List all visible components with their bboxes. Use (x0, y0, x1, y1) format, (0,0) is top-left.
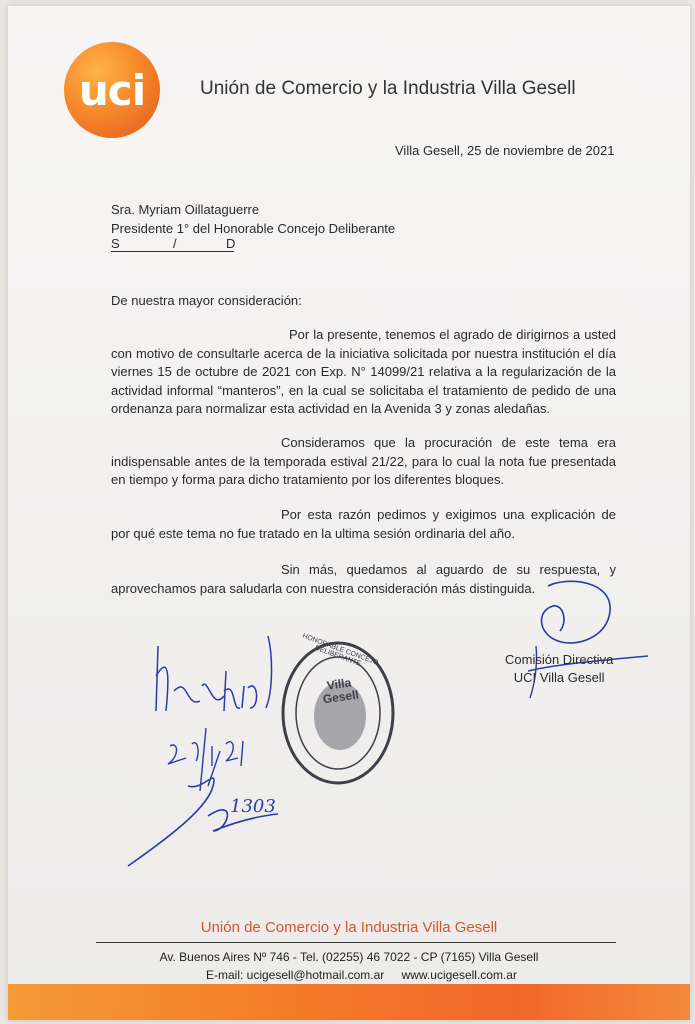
paragraph-3: Por esta razón pedimos y exigimos una explicación de por qué este tema no fue tratado en la ultima sesión ordinaria del año. (111, 507, 616, 541)
letterhead-title: Unión de Comercio y la Industria Villa Gesell (200, 78, 576, 99)
signature-block (505, 651, 613, 687)
signature-line-1: Comisión Directiva (505, 652, 614, 667)
sd-d: D (226, 236, 236, 251)
addressee-block (111, 200, 395, 238)
paragraph-2: Consideramos que la procuración de este tema era indispensable antes de la temporada estival 21/22, para lo cual la nota fue presentada en tiempo y forma para dicho tratamiento por los diferentes bloques. (111, 435, 616, 487)
footer-divider (96, 942, 616, 943)
logo-text: uci (78, 65, 146, 115)
greeting: De nuestra mayor consideración: (111, 293, 302, 308)
footer-contact (206, 968, 517, 982)
footer-org-name: Unión de Comercio y la Industria Villa Gesell (200, 919, 498, 936)
date-line: Villa Gesell, 25 de noviembre de 2021 (395, 143, 615, 158)
footer-address: Av. Buenos Aires Nº 746 - Tel. (02255) 46 7022 - CP (7165) Villa Gesell (159, 950, 539, 964)
sd-s: S (111, 236, 120, 251)
addressee-name: Sra. Myriam Oillataguerre (111, 202, 260, 217)
footer-orange-band (8, 984, 690, 1020)
su-despacho-line (111, 236, 234, 252)
paragraph-1: Por la presente, tenemos el agrado de dirigirnos a usted con motivo de consultarle acerca de la iniciativa solicitada por nuestra institución el día viernes 15 de octubre de 2021 con Exp. N° 14099/21 relativa a la regularización de la actividad informal “manteros”, en la cual se solicitaba el tratamiento de pedido de una ordenanza para normalizar esta actividad en la Avenida 3 y zonas aledañas. (111, 327, 616, 416)
paragraph-4: Sin más, quedamos al aguardo de su respuesta, y aprovechamos para saludarla con nuestra consideración más distinguida. (111, 562, 616, 596)
uci-logo (64, 42, 160, 138)
footer-email: E-mail: ucigesell@hotmail.com.ar (206, 968, 385, 982)
signature-line-2: UCI Villa Gesell (513, 670, 605, 685)
footer-website: www.ucigesell.com.ar (401, 968, 517, 982)
addressee-title: Presidente 1° del Honorable Concejo Deliberante (111, 221, 396, 236)
sd-slash: / (173, 236, 177, 251)
letter-page (8, 6, 690, 1020)
stamp-ring-text: HONORABLE CONCEJO DELIBERANTE (301, 632, 380, 668)
received-number: 1303 (230, 796, 276, 817)
stamp-center-text: Villa Gesell (322, 675, 360, 707)
